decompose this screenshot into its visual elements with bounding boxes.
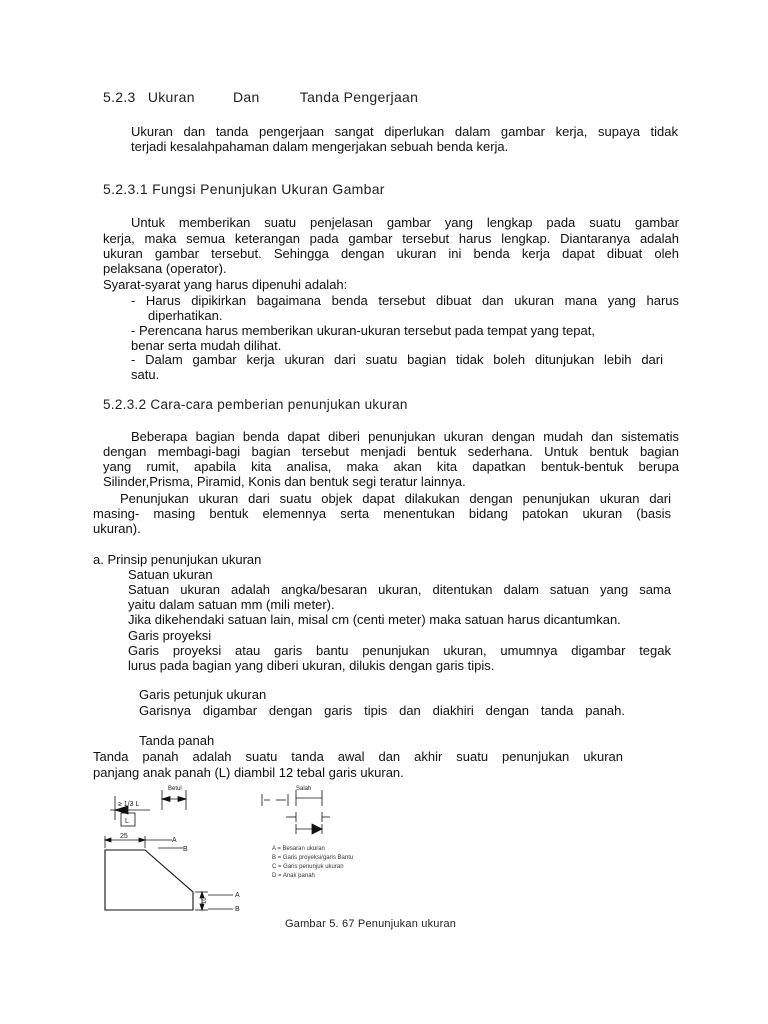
panah-title: Tanda panah [139, 733, 215, 748]
label-a-bottom: A [235, 892, 240, 899]
heading-5-2-3-1: 5.2.3.1 Fungsi Penunjukan Ukuran Gambar [103, 181, 385, 197]
fungsi-line-2: kerja, maka semua keterangan pada gambar tersebut harus lengkap. Diantaranya adalah [103, 231, 679, 246]
intro-line-1: Ukuran dan tanda pengerjaan sangat diperlukan dalam gambar kerja, supaya tidak [131, 124, 678, 139]
dim-25-label: 25 [120, 833, 128, 840]
heading-word-tanda: Tanda Pengerjaan [299, 89, 419, 105]
cara-p2-line-2: masing- masing bentuk elemennya serta menentukan bidang patokan ukuran (basis [93, 506, 671, 521]
proyeksi-line-1: Garis proyeksi atau garis bantu penunjukan ukuran, umumnya digambar tegak [128, 643, 671, 658]
syarat-item-2: - Perencana harus memberikan ukuran-ukuran tersebut pada tempat yang tepat, [131, 323, 595, 338]
syarat-item-3-cont: satu. [131, 367, 160, 382]
ratio-label: ≥ 1/3 L [118, 801, 140, 808]
salah-label: Salah [296, 786, 312, 792]
cara-p2-line-1: Penunjukan ukuran dari suatu objek dapat dilakukan dengan penunjukan ukuran dari [120, 491, 671, 506]
intro-line-2: terjadi kesalahpahaman dalam mengerjakan sebuah benda kerja. [131, 139, 509, 154]
figure-caption: Gambar 5. 67 Penunjukan ukuran [285, 918, 457, 930]
dimensioning-figure [90, 782, 490, 917]
wrong-arrow-examples [262, 790, 330, 834]
correct-arrow-example [162, 790, 186, 810]
petunjuk-line: Garisnya digambar dengan garis tipis dan diakhiri dengan tanda panah. [139, 703, 625, 718]
heading-word-ukuran: Ukuran [147, 89, 195, 105]
heading-5-2-3 [103, 90, 418, 105]
syarat-item-1: - Harus dipikirkan bagaimana benda tersebut dibuat dan ukuran mana yang harus [131, 293, 679, 308]
cara-p1-line-3: yang rumit, apabila kita analisa, maka akan kita dapatkan bentuk-bentuk berupa [103, 459, 679, 474]
fungsi-line-1: Untuk memberikan suatu penjelasan gambar yang lengkap pada suatu gambar [131, 215, 679, 230]
satuan-line-1: Satuan ukuran adalah angka/besaran ukuran, ditentukan dalam satuan yang sama [128, 582, 671, 597]
l-label: L [125, 818, 129, 825]
satuan-title: Satuan ukuran [128, 567, 213, 582]
cara-p2-line-3: ukuran). [93, 521, 141, 536]
heading-5-2-3-2: 5.2.3.2 Cara-cara pemberian penunjukan ukuran [103, 397, 408, 412]
proyeksi-title: Garis proyeksi [128, 628, 212, 643]
legend-d: D = Anak panah [272, 873, 315, 879]
cara-p1-line-4: Silinder,Prisma, Piramid, Konis dan bentuk segi teratur lainnya. [103, 474, 466, 489]
label-b-bottom: B [235, 906, 240, 913]
proyeksi-line-2: lurus pada bagian yang diberi ukuran, dilukis dengan garis tipis. [128, 658, 495, 673]
syarat-item-2-cont: benar serta mudah dilihat. [131, 338, 282, 353]
cara-p1-line-2: dengan membagi-bagi bagian tersebut menjadi bentuk sederhana. Untuk bentuk bagian [103, 444, 679, 459]
syarat-lead: Syarat-syarat yang harus dipenuhi adalah: [103, 277, 348, 292]
label-a-top: A [172, 837, 177, 844]
syarat-item-3: - Dalam gambar kerja ukuran dari suatu bagian tidak boleh ditunjukan lebih dari [131, 352, 663, 367]
satuan-line-2: yaitu dalam satuan mm (mili meter). [128, 597, 335, 612]
dim-10-label: 10 [202, 897, 208, 904]
petunjuk-title: Garis petunjuk ukuran [139, 687, 267, 702]
panah-line-2: panjang anak panah (L) diambil 12 tebal garis ukuran. [93, 765, 404, 780]
legend-a: A = Besaran ukuran [272, 846, 325, 852]
fungsi-line-3: ukuran gambar tersebut. Sehingga dengan ukuran ini benda kerja dapat dibuat oleh [103, 246, 679, 261]
legend-b: B = Garis proyeksi/garis Bantu [272, 855, 354, 861]
panah-line-1: Tanda panah adalah suatu tanda awal dan akhir suatu penunjukan ukuran [93, 749, 623, 764]
prinsip-title: a. Prinsip penunjukan ukuran [93, 552, 262, 567]
syarat-item-1-cont: diperhatikan. [148, 308, 223, 323]
heading-word-dan: Dan [232, 89, 260, 105]
fungsi-line-4: pelaksana (operator). [103, 261, 227, 276]
part-drawing [105, 836, 233, 910]
label-b-top: B [183, 846, 188, 853]
cara-p1-line-1: Beberapa bagian benda dapat diberi penunjukan ukuran dengan mudah dan sistematis [131, 429, 679, 444]
betul-label: Betul [168, 786, 182, 792]
heading-number: 5.2.3 [103, 89, 136, 105]
legend-c: C = Garis penunjuk ukuran [272, 864, 344, 870]
satuan-line-3: Jika dikehendaki satuan lain, misal cm (centi meter) maka satuan harus dicantumkan. [128, 612, 621, 627]
